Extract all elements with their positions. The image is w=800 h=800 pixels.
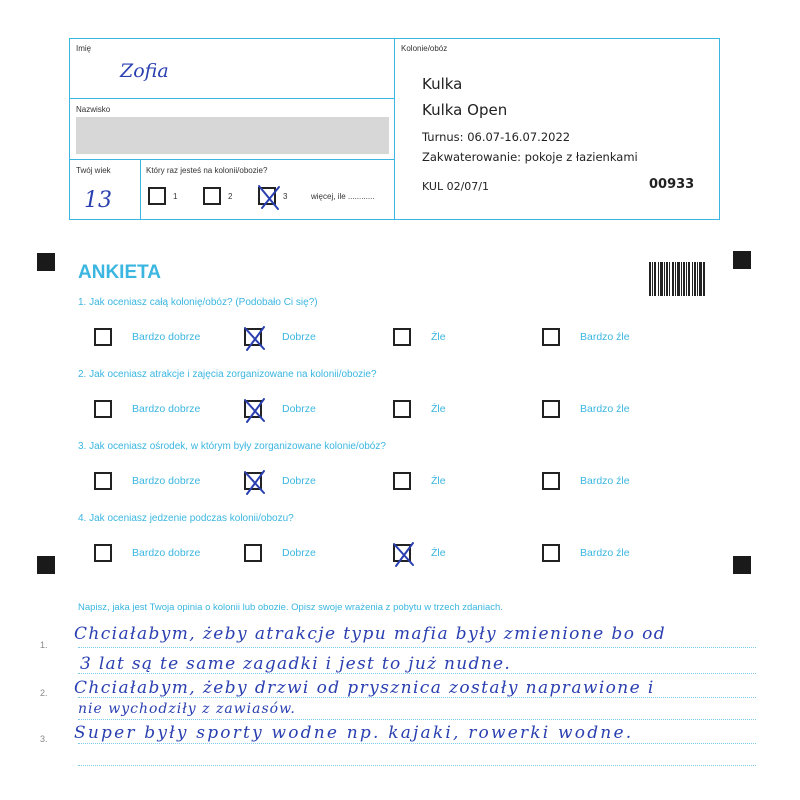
turnus: Turnus: 06.07-16.07.2022 (422, 130, 571, 144)
answer-option-label: Bardzo źle (580, 547, 630, 559)
age-value[interactable]: 13 (84, 188, 112, 213)
camp-label: Kolonie/obóz (401, 44, 448, 53)
answer-option-label: Źle (431, 547, 446, 559)
first-name-label: Imię (76, 44, 92, 53)
answer-checkbox[interactable] (542, 400, 560, 418)
answer-option-label: Dobrze (282, 475, 316, 487)
check-mark-icon (240, 468, 270, 498)
answer-option-label: Bardzo źle (580, 475, 630, 487)
answer-checkbox[interactable] (393, 472, 411, 490)
answer-option-label: Bardzo dobrze (132, 403, 201, 415)
opinion-answer-line[interactable]: nie wychodziły z zawiasów. (78, 701, 296, 717)
barcode-icon (649, 262, 705, 296)
question-text: 2. Jak oceniasz atrakcje i zajęcia zorganizowane na kolonii/obozie? (78, 369, 377, 380)
answer-option-label: Źle (431, 403, 446, 415)
answer-checkbox[interactable] (244, 544, 262, 562)
registration-marker (37, 556, 55, 574)
answer-checkbox[interactable] (244, 400, 262, 418)
answer-option-label: Bardzo dobrze (132, 475, 201, 487)
answer-checkbox[interactable] (94, 544, 112, 562)
last-name-label: Nazwisko (76, 105, 111, 114)
camp-code: KUL 02/07/1 (422, 180, 489, 193)
opinion-prompt: Napisz, jaka jest Twoja opinia o kolonii lub obozie. Opisz swoje wrażenia z pobytu w trzech zdaniach. (78, 602, 503, 613)
answer-checkbox[interactable] (94, 328, 112, 346)
opinion-answer-line[interactable]: 3 lat są te same zagadki i jest to już nudne. (80, 654, 512, 674)
opinion-answer-line[interactable]: Chciałabym, żeby drzwi od prysznica zostały naprawione i (74, 678, 655, 698)
answer-checkbox[interactable] (244, 328, 262, 346)
writing-line (78, 743, 756, 744)
header-divider (69, 98, 395, 99)
times-checkbox-1[interactable] (148, 187, 166, 205)
answer-option-label: Bardzo dobrze (132, 331, 201, 343)
answer-checkbox[interactable] (542, 328, 560, 346)
writing-line (78, 647, 756, 648)
last-name-redacted (76, 117, 389, 154)
opinion-answer-line[interactable]: Super były sporty wodne np. kajaki, rowerki wodne. (74, 723, 634, 743)
answer-option-label: Dobrze (282, 331, 316, 343)
opinion-answer-line[interactable]: Chciałabym, żeby atrakcje typu mafia były zmienione bo od (74, 624, 667, 644)
header-divider (69, 159, 395, 160)
answer-checkbox[interactable] (393, 328, 411, 346)
check-mark-icon (240, 396, 270, 426)
registration-marker (733, 251, 751, 269)
writing-line (78, 765, 756, 766)
question-text: 3. Jak oceniasz ośrodek, w którym były zorganizowane kolonie/obóz? (78, 441, 386, 452)
registration-marker (37, 253, 55, 271)
answer-checkbox[interactable] (542, 544, 560, 562)
times-option-3: 3 (283, 192, 288, 201)
form-number: 00933 (649, 177, 695, 192)
answer-option-label: Bardzo źle (580, 331, 630, 343)
line-number: 3. (40, 734, 48, 744)
question-text: 4. Jak oceniasz jedzenie podczas kolonii/obozu? (78, 513, 294, 524)
times-checkbox-3[interactable] (258, 187, 276, 205)
answer-checkbox[interactable] (94, 400, 112, 418)
answer-checkbox[interactable] (393, 400, 411, 418)
survey-title: ANKIETA (78, 262, 162, 283)
writing-line (78, 719, 756, 720)
age-label: Twój wiek (76, 166, 111, 175)
answer-option-label: Dobrze (282, 547, 316, 559)
camp-variant: Kulka Open (422, 101, 508, 119)
answer-checkbox[interactable] (542, 472, 560, 490)
registration-marker (733, 556, 751, 574)
times-option-2: 2 (228, 192, 233, 201)
camp-name: Kulka (422, 75, 463, 93)
first-name-value[interactable]: Zofia (120, 60, 169, 82)
accommodation: Zakwaterowanie: pokoje z łazienkami (422, 150, 638, 164)
answer-option-label: Bardzo dobrze (132, 547, 201, 559)
answer-option-label: Źle (431, 331, 446, 343)
header-divider (394, 38, 395, 220)
answer-option-label: Bardzo źle (580, 403, 630, 415)
times-checkbox-2[interactable] (203, 187, 221, 205)
check-mark-icon (389, 540, 419, 570)
answer-checkbox[interactable] (94, 472, 112, 490)
check-mark-icon (240, 324, 270, 354)
answer-option-label: Źle (431, 475, 446, 487)
line-number: 1. (40, 640, 48, 650)
line-number: 2. (40, 688, 48, 698)
header-divider (140, 159, 141, 220)
question-text: 1. Jak oceniasz całą kolonię/obóz? (Podobało Ci się?) (78, 297, 318, 308)
answer-checkbox[interactable] (393, 544, 411, 562)
answer-option-label: Dobrze (282, 403, 316, 415)
times-option-1: 1 (173, 192, 178, 201)
times-label: Który raz jesteś na kolonii/obozie? (146, 166, 268, 175)
times-more-label: więcej, ile ............ (311, 192, 375, 201)
check-mark-icon (254, 183, 284, 213)
answer-checkbox[interactable] (244, 472, 262, 490)
